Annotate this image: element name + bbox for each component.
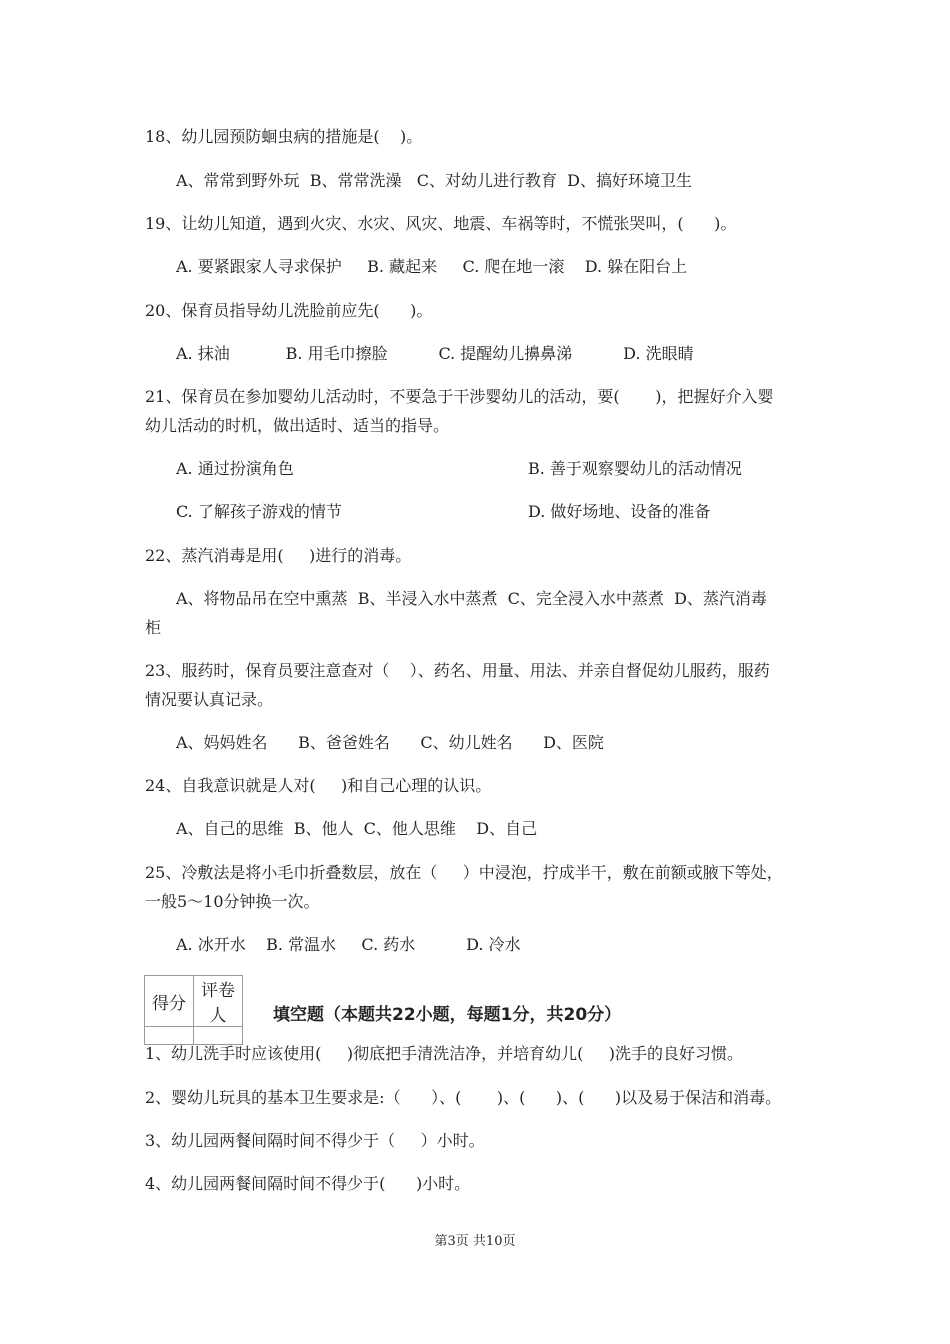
question-23-stem-line-1: 23、服药时，保育员要注意查对（ ）、药名、用量、用法、并亲自督促幼儿服药，服药 bbox=[145, 661, 770, 680]
question-21-option-a: A. 通过扮演角色 bbox=[176, 459, 294, 478]
score-box bbox=[144, 975, 243, 1045]
question-25-options: A. 冰开水 B. 常温水 C. 药水 D. 冷水 bbox=[176, 935, 521, 954]
question-23-stem-line-2: 情况要认真记录。 bbox=[145, 690, 274, 709]
question-24-stem: 24、自我意识就是人对( )和自己心理的认识。 bbox=[145, 776, 492, 795]
question-18-options: A、常常到野外玩 B、常常洗澡 C、对幼儿进行教育 D、搞好环境卫生 bbox=[176, 171, 692, 190]
question-19-options: A. 要紧跟家人寻求保护 B. 藏起来 C. 爬在地一滚 D. 躲在阳台上 bbox=[176, 257, 688, 276]
grader-cell bbox=[194, 1027, 243, 1045]
question-22-options-line-2: 柜 bbox=[145, 618, 162, 637]
fill-blank-1: 1、幼儿洗手时应该使用( )彻底把手清洗洁净，并培育幼儿( )洗手的良好习惯。 bbox=[145, 1044, 744, 1063]
fill-blank-3: 3、幼儿园两餐间隔时间不得少于（ ）小时。 bbox=[145, 1131, 485, 1150]
question-24-options: A、自己的思维 B、他人 C、他人思维 D、自己 bbox=[176, 819, 538, 838]
question-19-stem: 19、让幼儿知道，遇到火灾、水灾、风灾、地震、车祸等时，不慌张哭叫，( )。 bbox=[145, 214, 737, 233]
question-20-options: A. 抹油 B. 用毛巾擦脸 C. 提醒幼儿擤鼻涕 D. 洗眼睛 bbox=[176, 344, 694, 363]
question-21-stem-line-2: 幼儿活动的时机，做出适时、适当的指导。 bbox=[145, 416, 450, 435]
question-22-stem: 22、蒸汽消毒是用( )进行的消毒。 bbox=[145, 546, 412, 565]
question-20-stem: 20、保育员指导幼儿洗脸前应先( )。 bbox=[145, 301, 433, 320]
grader-label: 评卷人 bbox=[194, 976, 243, 1027]
section-title: 填空题（本题共22小题，每题1分，共20分） bbox=[273, 1005, 622, 1025]
question-21-stem-line-1: 21、保育员在参加婴幼儿活动时，不要急于干涉婴幼儿的活动，要( )，把握好介入婴 bbox=[145, 387, 774, 406]
question-21-option-b: B. 善于观察婴幼儿的活动情况 bbox=[528, 459, 742, 478]
question-22-options-line-1: A、将物品吊在空中熏蒸 B、半浸入水中蒸煮 C、完全浸入水中蒸煮 D、蒸汽消毒 bbox=[176, 589, 767, 608]
question-25-stem-line-1: 25、冷敷法是将小毛巾折叠数层，放在（ ）中浸泡，拧成半干，敷在前额或腋下等处， bbox=[145, 863, 783, 882]
question-21-option-d: D. 做好场地、设备的准备 bbox=[528, 502, 711, 521]
fill-blank-4: 4、幼儿园两餐间隔时间不得少于( )小时。 bbox=[145, 1174, 471, 1193]
page-footer: 第3页 共10页 bbox=[434, 1234, 516, 1249]
question-21-option-c: C. 了解孩子游戏的情节 bbox=[176, 502, 342, 521]
question-25-stem-line-2: 一般5～10分钟换一次。 bbox=[145, 892, 320, 911]
question-18-stem: 18、幼儿园预防蛔虫病的措施是( )。 bbox=[145, 127, 423, 146]
question-23-options: A、妈妈姓名 B、爸爸姓名 C、幼儿姓名 D、医院 bbox=[176, 733, 604, 752]
score-cell bbox=[145, 1027, 194, 1045]
fill-blank-2: 2、婴幼儿玩具的基本卫生要求是:（ ）、( )、( )、( )以及易于保洁和消毒。 bbox=[145, 1088, 782, 1107]
score-label: 得分 bbox=[145, 976, 194, 1027]
